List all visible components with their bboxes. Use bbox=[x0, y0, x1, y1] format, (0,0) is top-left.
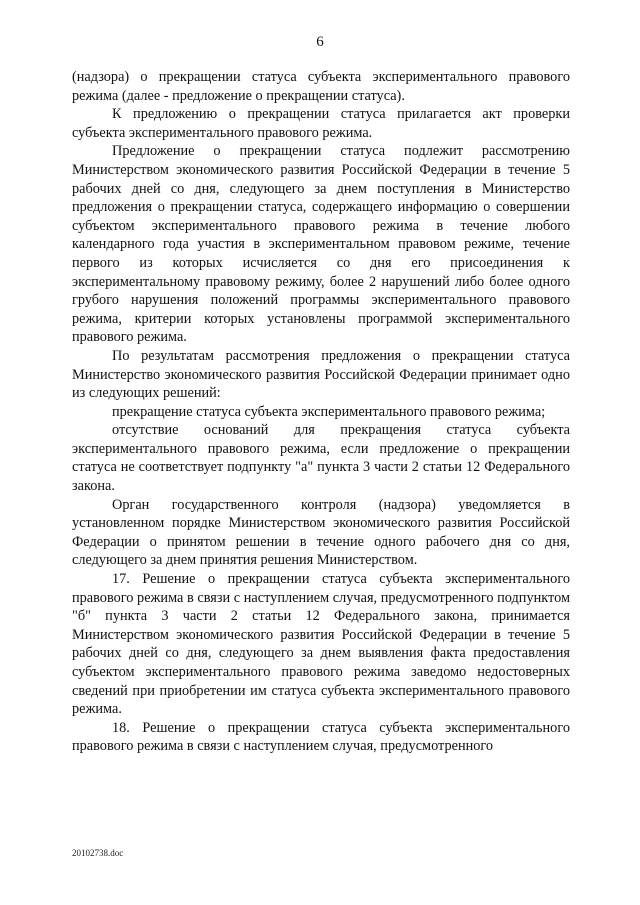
paragraph-review-results: По результатам рассмотрения предложения о прекращении статуса Министерство экономического развития Российской Федерации принимает одно из следующих решений: bbox=[72, 347, 570, 402]
paragraph-inspection-act: К предложению о прекращении статуса прилагается акт проверки субъекта экспериментального правового режима. bbox=[72, 106, 570, 141]
paragraph-decision-terminate: прекращение статуса субъекта экспериментального правового режима; bbox=[112, 403, 546, 420]
page-number: 6 bbox=[316, 34, 324, 50]
paragraph-item-18: 18. Решение о прекращении статуса субъекта экспериментального правового режима в связи с наступлением случая, предусмотренного bbox=[72, 719, 570, 755]
paragraph-review-term: Предложение о прекращении статуса подлежит рассмотрению Министерством экономического развития Российской Федерации в течение 5 рабочих дней со дня, следующего за днем поступления в Министерство предложения о прекращении статуса, содержащего информацию о совершении субъектом экспериментального правового режима в течение любого календарного года участия в экспериментальном правовом режиме, течение первого из которых исчисляется со дня его присоединения к экспериментальному правовому режиму, более 2 нарушений либо более одного грубого нарушения положений программы экспериментального правового режима, критерии которых установлены программой экспериментального правового режима. bbox=[72, 143, 570, 346]
paragraph-continuation: (надзора) о прекращении статуса субъекта экспериментального правового режима (далее - предложение о прекращении статуса). bbox=[72, 69, 570, 104]
paragraph-decision-no-grounds: отсутствие оснований для прекращения статуса субъекта экспериментального правового режима, если предложение о прекращении статуса не соответствует подпункту "а" пункта 3 части 2 статьи 12 Федерального закона. bbox=[72, 422, 570, 495]
document-body bbox=[72, 68, 570, 756]
paragraph-item-17: 17. Решение о прекращении статуса субъекта экспериментального правового режима в связи с наступлением случая, предусмотренного подпунктом "б" пункта 3 части 2 статьи 12 Федерального закона, принимается Министерством экономического развития Российской Федерации в течение 5 рабочих дней со дня, следующего за днем выявления факта предоставления субъектом экспериментального правового режима заведомо недостоверных сведений при приобретении им статуса субъекта экспериментального правового режима. bbox=[72, 571, 570, 718]
footer-document-id: 20102738.doc bbox=[72, 848, 124, 858]
paragraph-notification: Орган государственного контроля (надзора) уведомляется в установленном порядке Министерством экономического развития Российской Федерации о принятом решении в течение одного рабочего дня со дня, следующего за днем принятия решения Министерством. bbox=[72, 496, 570, 569]
